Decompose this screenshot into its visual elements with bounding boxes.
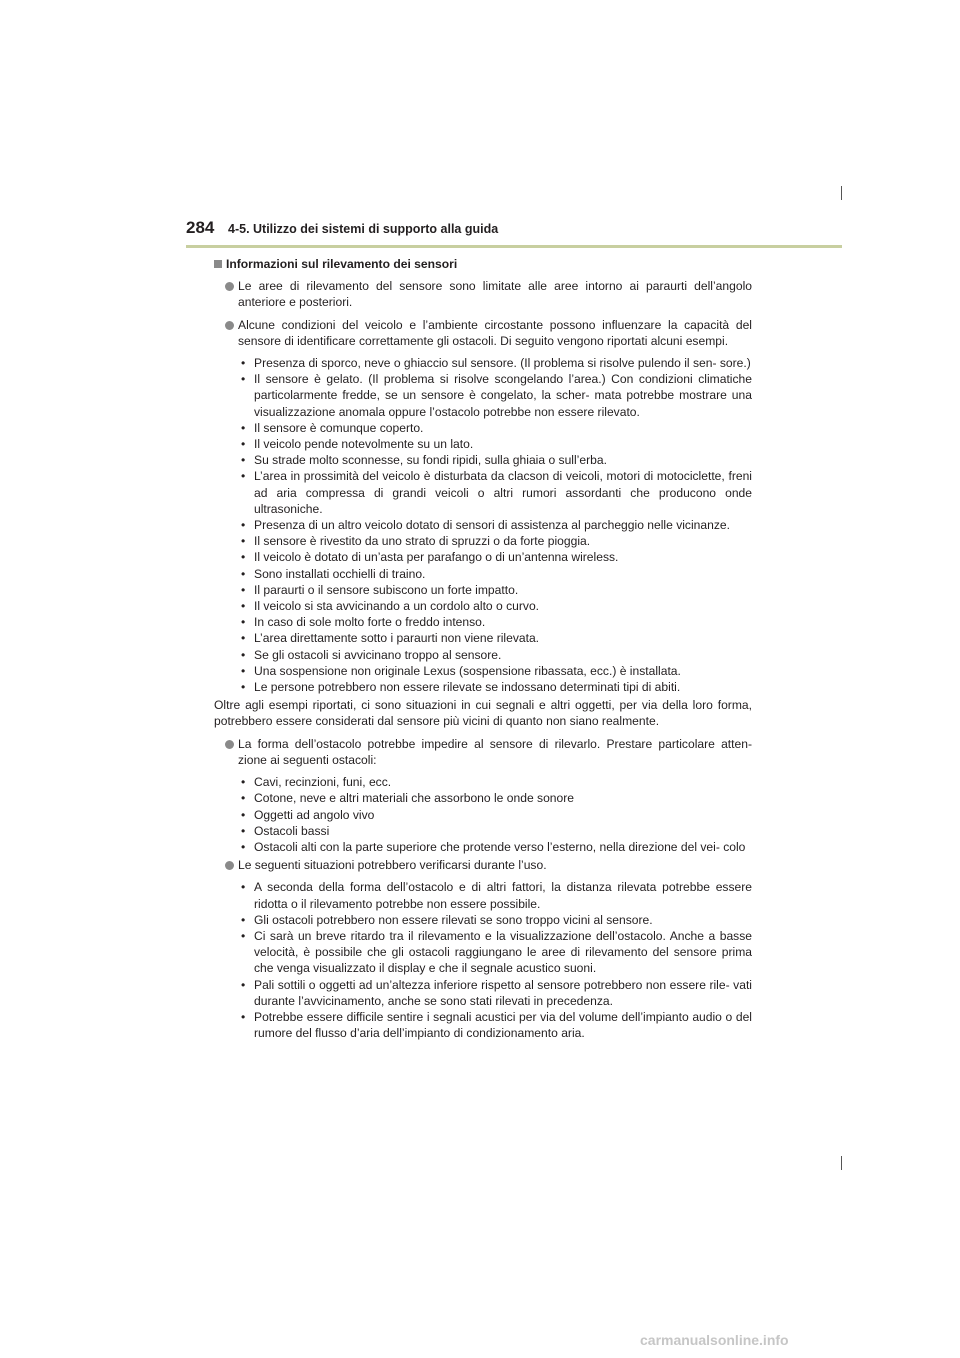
list-item-text: L’area direttamente sotto i paraurti non viene rilevata. <box>254 631 540 646</box>
bullet-icon: • <box>241 928 246 943</box>
bullet-icon: • <box>241 582 246 597</box>
bullet-icon: • <box>241 839 246 854</box>
chapter-title: 4-5. Utilizzo dei sistemi di supporto alla guida <box>228 222 499 236</box>
list-item <box>241 452 752 468</box>
list-item-text: Su strade molto sconnesse, su fondi ripidi, sulla ghiaia o sull’erba. <box>254 453 607 468</box>
list-item <box>241 807 752 823</box>
bullet-icon: • <box>241 566 246 581</box>
bullet-icon: • <box>241 420 246 435</box>
bullet-icon: • <box>241 680 246 695</box>
list-item-text: L’area in prossimità del veicolo è disturbata da clacson di veicoli, motori di motociclette, freni ad aria compressa di grandi veicoli o altri rumori assordanti che producono onde ultrasoniche. <box>254 469 752 516</box>
obstacles-list <box>214 774 752 855</box>
page-number: 284 <box>186 218 215 237</box>
list-item <box>241 549 752 565</box>
list-item-text: Oggetti ad angolo vivo <box>254 807 375 822</box>
section-heading <box>226 256 752 272</box>
list-item-text: Il veicolo si sta avvicinando a un cordolo alto o curvo. <box>254 599 540 614</box>
list-item-text: Una sospensione non originale Lexus (sospensione ribassata, ecc.) è installata. <box>254 663 681 678</box>
list-item <box>241 598 752 614</box>
bullet-icon: • <box>241 912 246 927</box>
bullet-icon: • <box>241 1009 246 1024</box>
paragraph-other-examples: Oltre agli esempi riportati, ci sono situazioni in cui segnali e altri oggetti, per via della loro forma, potrebbero essere considerati dal sensore più vicini di quanto non siano realmente. <box>214 698 752 729</box>
bullet-icon: • <box>241 977 246 992</box>
list-item-text: Il sensore è comunque coperto. <box>254 420 424 435</box>
list-item-text: Pali sottili o oggetti ad un’altezza inferiore rispetto al sensore potrebbero non essere rile- vati durante l’avvicinamento, anche se sono stati rilevati in precedenza. <box>254 977 752 1008</box>
bullet-icon: • <box>241 880 246 895</box>
bullet-icon: • <box>241 791 246 806</box>
bullet-icon: • <box>241 437 246 452</box>
bullet-icon: • <box>241 599 246 614</box>
paragraph-text: Le seguenti situazioni potrebbero verificarsi durante l’uso. <box>238 858 547 873</box>
bullet-icon: • <box>241 550 246 565</box>
paragraph-text: Alcune condizioni del veicolo e l’ambiente circostante possono influenzare la capacità del sensore di identificare correttamente gli ostacoli. Di seguito vengono riportati alcuni esempi. <box>238 317 752 348</box>
list-item-text: Presenza di un altro veicolo dotato di sensori di assistenza al parcheggio nelle vicinanze. <box>254 518 730 533</box>
bullet-icon: • <box>241 453 246 468</box>
list-item-text: Le persone potrebbero non essere rilevate se indossano determinati tipi di abiti. <box>254 680 681 695</box>
list-item <box>241 663 752 679</box>
circle-bullet-icon <box>225 861 234 870</box>
list-item <box>241 517 752 533</box>
list-item <box>241 533 752 549</box>
bullet-icon: • <box>241 469 246 484</box>
paragraph-text: Le aree di rilevamento del sensore sono limitate alle aree intorno ai paraurti dell’angolo anteriore e posteriori. <box>238 279 752 310</box>
list-item <box>241 630 752 646</box>
square-bullet-icon <box>214 260 222 268</box>
bullet-icon: • <box>241 631 246 646</box>
list-item-text: Cotone, neve e altri materiali che assorbono le onde sonore <box>254 791 575 806</box>
list-item <box>241 582 752 598</box>
list-item-text: Cavi, recinzioni, funi, ecc. <box>254 775 392 790</box>
list-item-text: Presenza di sporco, neve o ghiaccio sul sensore. (Il problema si risolve pulendo il sen- sore.) <box>254 356 751 371</box>
list-item-text: Gli ostacoli potrebbero non essere rilevati se sono troppo vicini al sensore. <box>254 912 653 927</box>
list-item <box>241 774 752 790</box>
bullet-icon: • <box>241 807 246 822</box>
list-item-text: Ostacoli bassi <box>254 823 330 838</box>
bullet-icon: • <box>241 534 246 549</box>
list-item <box>241 823 752 839</box>
bullet-icon: • <box>241 615 246 630</box>
list-item-text: Il sensore è rivestito da uno strato di spruzzi o da forte pioggia. <box>254 534 591 549</box>
paragraph-obstacle-shape <box>214 736 752 768</box>
list-item <box>241 839 752 855</box>
conditions-list <box>214 355 752 695</box>
paragraph-usage-situations <box>214 857 752 873</box>
list-item-text: Ostacoli alti con la parte superiore che protende verso l’esterno, nella direzione del vei- colo <box>254 839 746 854</box>
page-content <box>214 256 752 1043</box>
list-item-text: Potrebbe essere difficile sentire i segnali acustici per via del volume dell’impianto audio o del rumore del flusso d’aria dell’impianto di condizionamento aria. <box>254 1009 752 1041</box>
paragraph-text: La forma dell’ostacolo potrebbe impedire al sensore di rilevarlo. Prestare particolare atten- zione ai seguenti ostacoli: <box>238 736 752 767</box>
header-rule <box>186 245 842 248</box>
list-item-text: Il paraurti o il sensore subiscono un forte impatto. <box>254 582 519 597</box>
list-item-text: A seconda della forma dell’ostacolo e di altri fattori, la distanza rilevata potrebbe essere ridotta o il rilevamento potrebbe non essere possibile. <box>254 880 752 911</box>
paragraph-conditions <box>214 317 752 349</box>
section-heading-text: Informazioni sul rilevamento dei sensori <box>226 257 458 271</box>
list-item <box>241 912 752 928</box>
bullet-icon: • <box>241 663 246 678</box>
list-item-text: Ci sarà un breve ritardo tra il rilevamento e la visualizzazione dell’ostacolo. Anche a basse velocità, è possibile che gli ostacoli raggiungano le aree di rilevamento del sensore prima che venga visualizzato il display e che il segnale acustico suoni. <box>254 928 752 976</box>
crop-mark-top <box>841 186 842 200</box>
list-item-text: Il sensore è gelato. (Il problema si risolve scongelando l’area.) Con condizioni climatiche particolarmente fredde, se un sensore è congelato, la scher- mata potrebbe mostrare una visualizzazione anomala oppure l’ostacolo potrebbe non essere rilevato. <box>254 372 752 419</box>
list-item-text: Il veicolo pende notevolmente su un lato. <box>254 437 474 452</box>
list-item <box>241 566 752 582</box>
bullet-icon: • <box>241 356 246 371</box>
list-item-text: Sono installati occhielli di traino. <box>254 566 426 581</box>
list-item <box>241 790 752 806</box>
list-item <box>241 614 752 630</box>
list-item <box>241 679 752 695</box>
circle-bullet-icon <box>225 282 234 291</box>
list-item <box>241 371 752 420</box>
list-item <box>241 468 752 517</box>
bullet-icon: • <box>241 775 246 790</box>
list-item <box>241 977 752 1009</box>
list-item-text: Se gli ostacoli si avvicinano troppo al sensore. <box>254 647 502 662</box>
bullet-icon: • <box>241 647 246 662</box>
bullet-icon: • <box>241 518 246 533</box>
list-item <box>241 879 752 911</box>
bullet-icon: • <box>241 372 246 387</box>
circle-bullet-icon <box>225 321 234 330</box>
list-item-text: Il veicolo è dotato di un’asta per parafango o di un’antenna wireless. <box>254 550 619 565</box>
list-item <box>241 1009 752 1041</box>
list-item <box>241 355 752 371</box>
circle-bullet-icon <box>225 740 234 749</box>
list-item <box>241 436 752 452</box>
usage-list <box>214 879 752 1041</box>
bullet-icon: • <box>241 823 246 838</box>
watermark: carmanualsonline.info <box>640 1332 789 1348</box>
list-item-text: In caso di sole molto forte o freddo intenso. <box>254 615 486 630</box>
list-item <box>241 928 752 977</box>
list-item <box>241 420 752 436</box>
crop-mark-bottom <box>841 1156 842 1170</box>
list-item <box>241 647 752 663</box>
paragraph-detection-area <box>214 278 752 310</box>
